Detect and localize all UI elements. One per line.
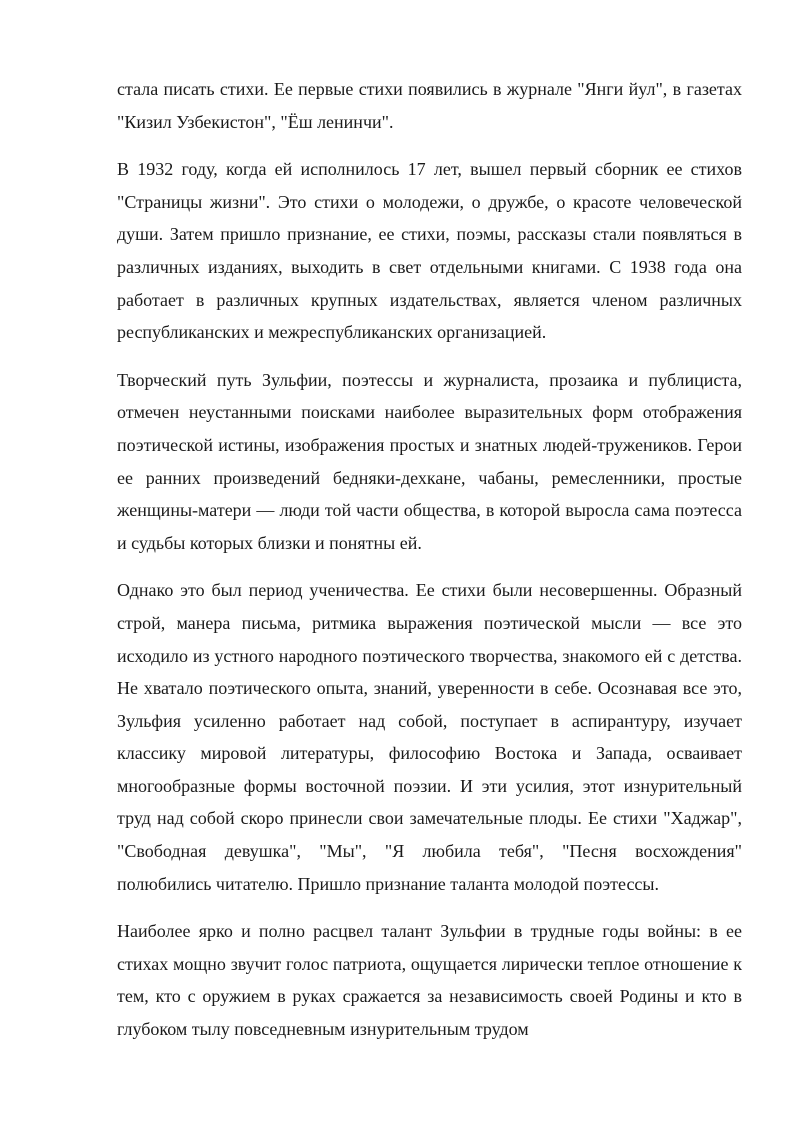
document-body (117, 73, 742, 1061)
paragraph: В 1932 году, когда ей исполнилось 17 лет, вышел первый сборник ее стихов "Страницы жизни". Это стихи о молодежи, о дружбе, о красоте человеческой души. Затем пришло признание, ее стихи, поэмы, рассказы стали появляться в различных изданиях, выходить в свет отдельными книгами. С 1938 года она работает в различных крупных издательствах, является членом различных республиканских и межреспубликанских организацией. (117, 159, 742, 343)
paragraph: стала писать стихи. Ее первые стихи появились в журнале "Янги йул", в газетах "Кизил Узбекистон", "Ёш ленинчи". (117, 79, 742, 132)
paragraph: Наиболее ярко и полно расцвел талант Зульфии в трудные годы войны: в ее стихах мощно звучит голос патриота, ощущается лирически теплое отношение к тем, кто с оружием в руках сражается за независимость своей Родины и кто в глубоком тылу повседневным изнурительным трудом (117, 921, 742, 1040)
paragraph: Творческий путь Зульфии, поэтессы и журналиста, прозаика и публициста, отмечен неустанными поисками наиболее выразительных форм отображения поэтической истины, изображения простых и знатных людей-тружеников. Герои ее ранних произведений бедняки-дехкане, чабаны, ремесленники, простые женщины-матери — люди той части общества, в которой выросла сама поэтесса и судьбы которых близки и понятны ей. (117, 369, 742, 553)
paragraph: Однако это был период ученичества. Ее стихи были несовершенны. Образный строй, манера письма, ритмика выражения поэтической мысли — все это исходило из устного народного поэтического творчества, знакомого ей с детства. Не хватало поэтического опыта, знаний, уверенности в себе. Осознавая все это, Зульфия усиленно работает над собой, поступает в аспирантуру, изучает классику мировой литературы, философию Востока и Запада, осваивает многообразные формы восточной поэзии. И эти усилия, этот изнурительный труд над собой скоро принесли свои замечательные плоды. Ее стихи "Хаджар", "Свободная девушка", "Мы", "Я любила тебя", "Песня восхождения" полюбились читателю. Пришло признание таланта молодой поэтессы. (117, 580, 742, 894)
